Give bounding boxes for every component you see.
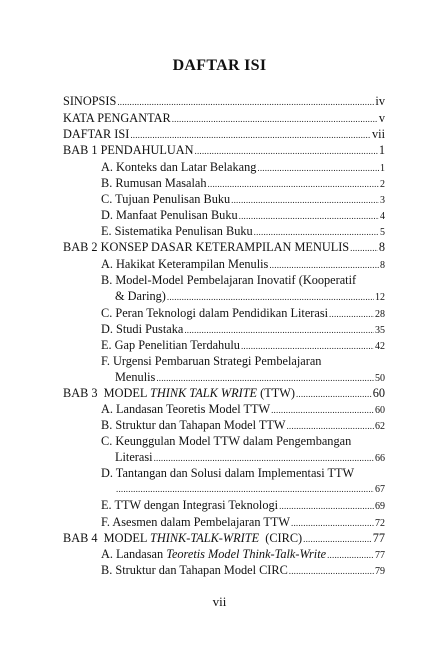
toc-page-number: 4 bbox=[380, 211, 385, 222]
leader-dots bbox=[184, 322, 374, 338]
toc-chapter-2[interactable] bbox=[63, 239, 385, 256]
page-title: DAFTAR ISI bbox=[172, 57, 267, 74]
toc-entry-label bbox=[63, 385, 295, 401]
leader-dots bbox=[269, 257, 379, 273]
toc-chapter-4[interactable] bbox=[63, 530, 385, 547]
chapter-suffix: (TTW) bbox=[257, 386, 295, 400]
leader-dots bbox=[130, 127, 371, 143]
toc-page-number: 1 bbox=[380, 163, 385, 174]
page-number-footer: vii bbox=[212, 594, 227, 609]
toc-page-number: 42 bbox=[375, 341, 385, 352]
toc-entry-label: DAFTAR ISI bbox=[63, 127, 130, 141]
toc-entry-kata-pengantar[interactable] bbox=[63, 110, 385, 127]
toc-entry-label bbox=[101, 546, 326, 562]
leader-dots bbox=[329, 306, 374, 322]
leader-dots bbox=[303, 531, 372, 547]
toc-entry-label: Menulis bbox=[115, 370, 156, 384]
chapter-prefix: BAB 4 MODEL bbox=[63, 531, 150, 545]
entry-prefix: A. Landasan bbox=[101, 547, 167, 561]
toc-entry-3e[interactable] bbox=[101, 497, 385, 515]
toc-entry-label: A. Hakikat Keterampilan Menulis bbox=[101, 257, 269, 271]
leader-dots bbox=[195, 143, 378, 159]
leader-dots bbox=[231, 192, 379, 208]
leader-dots bbox=[167, 289, 374, 305]
leader-dots bbox=[156, 370, 374, 386]
toc-entry-label: Literasi bbox=[115, 450, 153, 464]
toc-page-number: 60 bbox=[375, 405, 385, 416]
toc-page-number: 69 bbox=[375, 501, 385, 512]
toc-entry-label: F. Asesmen dalam Pembelajaran TTW bbox=[101, 515, 290, 529]
leader-dots bbox=[291, 515, 374, 531]
toc-entry-label: D. Studi Pustaka bbox=[101, 322, 184, 336]
leader-dots bbox=[208, 176, 379, 192]
leader-dots bbox=[350, 240, 378, 256]
leader-dots bbox=[254, 224, 379, 240]
leader-dots bbox=[172, 111, 378, 127]
toc-page-number: 8 bbox=[380, 260, 385, 271]
leader-dots bbox=[117, 94, 374, 110]
chapter-italic: THINK-TALK-WRITE bbox=[150, 531, 260, 545]
toc-entry-3c-line1[interactable]: C. Keunggulan Model TTW dalam Pengembangan bbox=[101, 434, 352, 448]
toc-entry-label: C. Peran Teknologi dalam Pendidikan Literasi bbox=[101, 306, 329, 320]
toc-entry-label: D. Manfaat Penulisan Buku bbox=[101, 208, 238, 222]
toc-page-number: 3 bbox=[380, 195, 385, 206]
toc-chapter-1[interactable] bbox=[63, 142, 385, 159]
toc-page-number: 72 bbox=[375, 518, 385, 529]
toc-page-number: 8 bbox=[378, 240, 385, 254]
toc-entry-2b[interactable] bbox=[115, 288, 385, 306]
toc-entry-label: A. Landasan Teoretis Model TTW bbox=[101, 402, 271, 416]
toc-page-number: 1 bbox=[378, 143, 385, 157]
toc-entry-label: C. Tujuan Penulisan Buku bbox=[101, 192, 231, 206]
leader-dots bbox=[241, 338, 374, 354]
toc-page-number: 77 bbox=[372, 531, 385, 545]
toc-chapter-3[interactable] bbox=[63, 385, 385, 402]
toc-entry-label: E. Sistematika Penulisan Buku bbox=[101, 224, 253, 238]
chapter-suffix: (CIRC) bbox=[259, 531, 303, 545]
toc-entry-label: BAB 2 KONSEP DASAR KETERAMPILAN MENULIS bbox=[63, 240, 350, 254]
toc-entry-label: B. Struktur dan Tahapan Model CIRC bbox=[101, 563, 288, 577]
toc-page-number: 77 bbox=[375, 550, 385, 561]
chapter-italic: THINK TALK WRITE bbox=[150, 386, 258, 400]
entry-italic: Teoretis Model Think-Talk-Write bbox=[166, 547, 327, 561]
toc-entry-label bbox=[63, 530, 302, 546]
toc-entry-3d-line1[interactable]: D. Tantangan dan Solusi dalam Implementasi TTW bbox=[101, 466, 355, 480]
toc-entry-label: SINOPSIS bbox=[63, 94, 117, 108]
toc-page-number: 50 bbox=[375, 373, 385, 384]
toc-entry-2f-line1[interactable]: F. Urgensi Pembaruan Strategi Pembelajaran bbox=[101, 354, 322, 368]
toc-entry-label: & Daring) bbox=[115, 289, 166, 303]
leader-dots bbox=[257, 160, 379, 176]
toc-page-number: 2 bbox=[380, 179, 385, 190]
toc-entry-label: E. TTW dengan Integrasi Teknologi bbox=[101, 498, 279, 512]
toc-entry-daftar-isi[interactable] bbox=[63, 126, 385, 143]
toc-page-number: 28 bbox=[375, 309, 385, 320]
toc-entry-2b-line1[interactable]: B. Model-Model Pembelajaran Inovatif (Kooperatif bbox=[101, 273, 357, 287]
leader-dots bbox=[271, 402, 374, 418]
leader-dots bbox=[239, 208, 379, 224]
leader-dots bbox=[327, 547, 374, 563]
toc-entry-sinopsis[interactable] bbox=[63, 93, 385, 110]
toc-page-number: 66 bbox=[375, 453, 385, 464]
toc-page-number: iv bbox=[375, 94, 385, 108]
leader-dots bbox=[154, 450, 374, 466]
toc-entry-4b[interactable] bbox=[101, 562, 385, 580]
leader-dots bbox=[116, 481, 374, 497]
toc-entry-label: E. Gap Penelitian Terdahulu bbox=[101, 338, 240, 352]
leader-dots bbox=[286, 418, 374, 434]
toc-entry-label: B. Rumusan Masalah bbox=[101, 176, 207, 190]
chapter-prefix: BAB 3 MODEL bbox=[63, 386, 150, 400]
toc-page-number: 60 bbox=[372, 386, 385, 400]
leader-dots bbox=[279, 498, 374, 514]
toc-page-number: 62 bbox=[375, 421, 385, 432]
toc-entry-label: KATA PENGANTAR bbox=[63, 111, 171, 125]
toc-page-number: 12 bbox=[375, 292, 385, 303]
toc-entry-label: A. Konteks dan Latar Belakang bbox=[101, 160, 257, 174]
toc-page-number: 67 bbox=[375, 484, 385, 495]
toc-entry-3d[interactable] bbox=[115, 481, 385, 498]
leader-dots bbox=[289, 563, 374, 579]
toc-page-number: 79 bbox=[375, 566, 385, 577]
toc-entry-label: B. Struktur dan Tahapan Model TTW bbox=[101, 418, 286, 432]
toc-page-number: vii bbox=[372, 127, 385, 141]
toc-entry-label: BAB 1 PENDAHULUAN bbox=[63, 143, 194, 157]
toc-page-number: 35 bbox=[375, 325, 385, 336]
toc-page-number: 5 bbox=[380, 227, 385, 238]
toc-page-number: v bbox=[378, 111, 385, 125]
leader-dots bbox=[296, 386, 372, 402]
